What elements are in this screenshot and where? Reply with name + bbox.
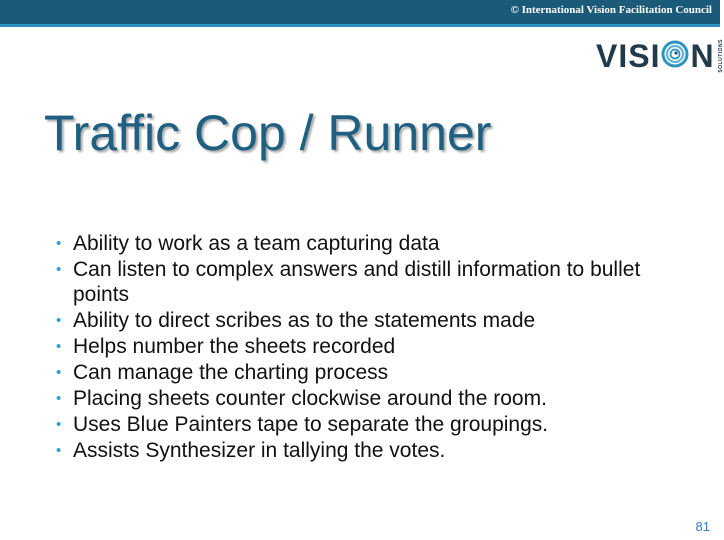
bullet-text: Can listen to complex answers and distill information to bullet points bbox=[73, 258, 641, 306]
logo-subtext: SOLUTIONS bbox=[717, 39, 724, 73]
logo-text-suffix: N bbox=[690, 38, 715, 74]
list-item bbox=[56, 231, 696, 256]
bullet-text: Assists Synthesizer in tallying the votes. bbox=[73, 439, 446, 462]
header-accent-line bbox=[0, 24, 720, 27]
vision-logo bbox=[596, 38, 724, 74]
bullet-text: Placing sheets counter clockwise around the room. bbox=[73, 387, 547, 410]
bullet-dot-icon: • bbox=[56, 312, 62, 329]
bullet-text: Can manage the charting process bbox=[73, 361, 389, 384]
list-item bbox=[56, 257, 696, 307]
list-item bbox=[56, 412, 696, 437]
bullet-dot-icon: • bbox=[56, 235, 62, 252]
list-item bbox=[56, 438, 696, 463]
list-item bbox=[56, 308, 696, 333]
bullet-dot-icon: • bbox=[56, 364, 62, 381]
bullet-list bbox=[56, 231, 696, 464]
bullet-dot-icon: • bbox=[56, 416, 62, 433]
slide-title: Traffic Cop / Runner bbox=[44, 105, 492, 161]
bullet-text: Ability to work as a team capturing data bbox=[73, 232, 440, 255]
bullet-text: Helps number the sheets recorded bbox=[73, 335, 396, 358]
swirl-o-icon bbox=[661, 40, 689, 73]
bullet-dot-icon: • bbox=[56, 261, 62, 278]
page-number: 81 bbox=[695, 519, 710, 534]
bullet-text: Ability to direct scribes as to the statements made bbox=[73, 309, 536, 332]
bullet-dot-icon: • bbox=[56, 442, 62, 459]
bullet-text: Uses Blue Painters tape to separate the groupings. bbox=[73, 413, 549, 436]
logo-text-prefix: VISI bbox=[596, 38, 661, 74]
list-item bbox=[56, 360, 696, 385]
bullet-dot-icon: • bbox=[56, 338, 62, 355]
list-item bbox=[56, 386, 696, 411]
list-item bbox=[56, 334, 696, 359]
bullet-dot-icon: • bbox=[56, 390, 62, 407]
copyright-notice: © International Vision Facilitation Council bbox=[510, 4, 712, 16]
